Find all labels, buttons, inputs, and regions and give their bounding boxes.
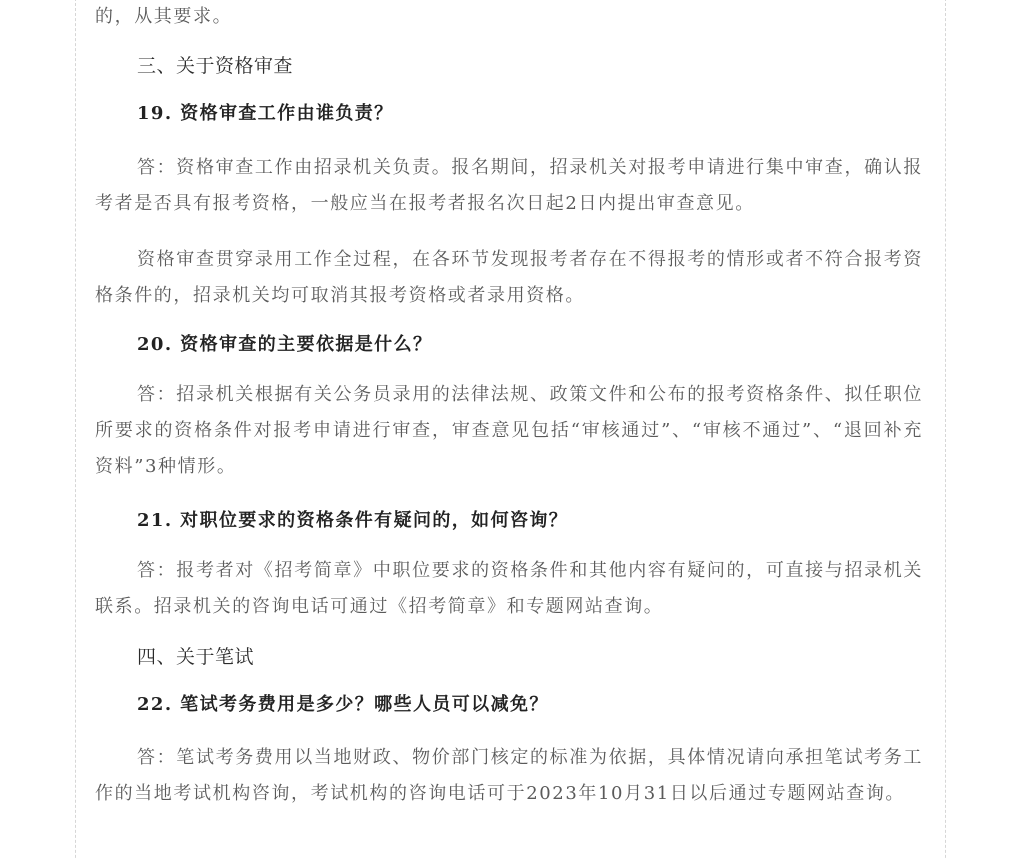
section-title-written-exam: 四、关于笔试 bbox=[137, 646, 255, 668]
answer-19-paragraph-2: 资格审查贯穿录用工作全过程，在各环节发现报考者存在不得报考的情形或者不符合报考资格条件的，招录机关均可取消其报考资格或者录用资格。 bbox=[95, 249, 923, 306]
answer-21: 答：报考者对《招考简章》中职位要求的资格条件和其他内容有疑问的，可直接与招录机关联系。招录机关的咨询电话可通过《招考简章》和专题网站查询。 bbox=[95, 560, 923, 617]
question-21: 21. 对职位要求的资格条件有疑问的，如何咨询？ bbox=[137, 510, 569, 531]
intro-tail-text: 的，从其要求。 bbox=[95, 6, 233, 27]
question-19: 19. 资格审查工作由谁负责？ bbox=[137, 103, 394, 124]
answer-20: 答：招录机关根据有关公务员录用的法律法规、政策文件和公布的报考资格条件、拟任职位所要求的资格条件对报考申请进行审查，审查意见包括“审核通过”、“审核不通过”、“退回补充资料”3种情形。 bbox=[95, 384, 923, 477]
answer-22: 答：笔试考务费用以当地财政、物价部门核定的标准为依据，具体情况请向承担笔试考务工作的当地考试机构咨询，考试机构的咨询电话可于2023年10月31日以后通过专题网站查询。 bbox=[95, 747, 923, 804]
question-20: 20. 资格审查的主要依据是什么？ bbox=[137, 334, 433, 355]
answer-19-paragraph-1: 答：资格审查工作由招录机关负责。报名期间，招录机关对报考申请进行集中审查，确认报考者是否具有报考资格，一般应当在报考者报名次日起2日内提出审查意见。 bbox=[95, 157, 923, 214]
section-title-qualification-review: 三、关于资格审查 bbox=[137, 55, 294, 77]
question-22: 22. 笔试考务费用是多少？哪些人员可以减免？ bbox=[137, 694, 549, 715]
